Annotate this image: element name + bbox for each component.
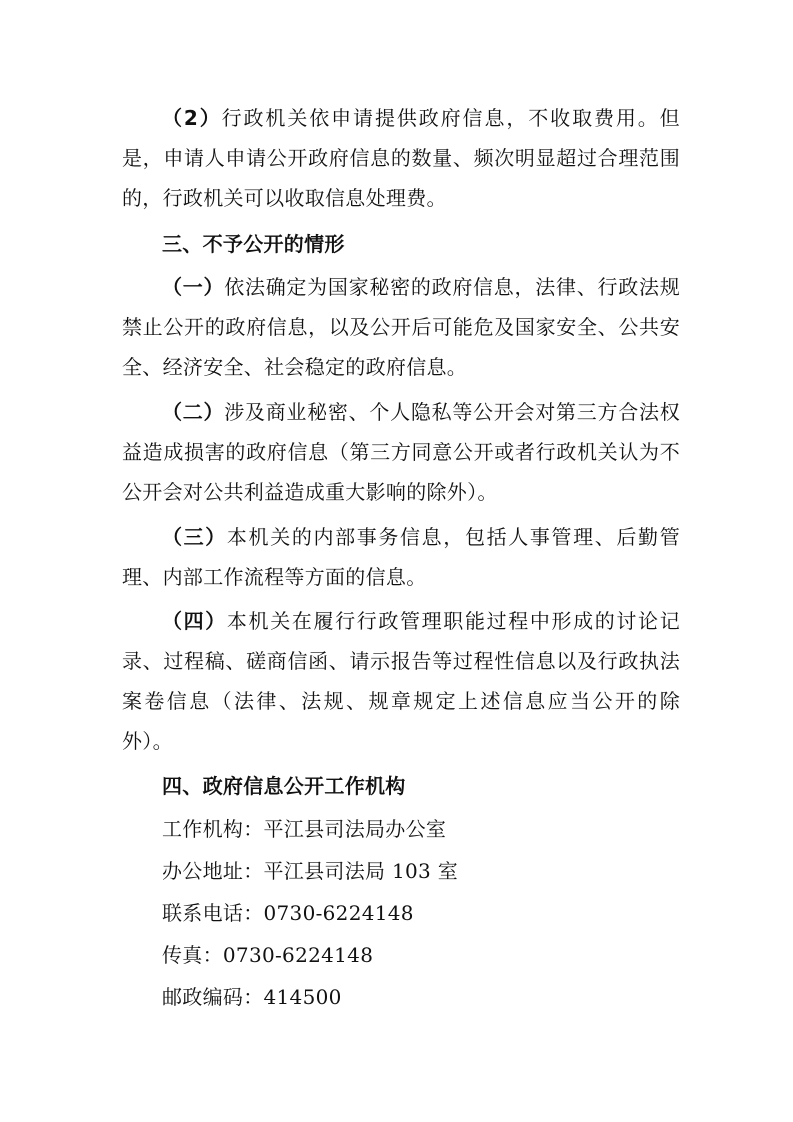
contact-fax: 传真：0730-6224148 [162,943,374,967]
exemption-item-4-lead: （四） [162,609,227,633]
contact-org: 工作机构：平江县司法局办公室 [162,817,447,841]
contact-phone: 联系电话：0730-6224148 [162,901,414,925]
exemption-item-3-text: 本机关的内部事务信息，包括人事管理、后勤管理、内部工作流程等方面的信息。 [122,525,680,589]
exemption-item-3-lead: （三） [162,525,227,549]
exemption-item-4 [122,601,680,761]
exemption-item-2-lead: （二） [162,400,225,424]
exemption-item-2 [122,392,680,512]
exemption-item-3 [122,517,680,597]
fee-paragraph-text: 行政机关依申请提供政府信息，不收取费用。但是，申请人申请公开政府信息的数量、频次明显超过合理范围的，行政机关可以收取信息处理费。 [122,106,680,210]
contact-address: 办公地址：平江县司法局 103 室 [162,859,458,883]
exemption-item-1-lead: （一） [162,275,225,299]
fee-paragraph [122,98,680,218]
exemption-item-4-text: 本机关在履行行政管理职能过程中形成的讨论记录、过程稿、磋商信函、请示报告等过程性信息以及行政执法案卷信息（法律、法规、规章规定上述信息应当公开的除外）。 [122,609,680,753]
exemption-item-2-text: 涉及商业秘密、个人隐私等公开会对第三方合法权益造成损害的政府信息（第三方同意公开或者行政机关认为不公开会对公共利益造成重大影响的除外）。 [122,400,680,504]
fee-paragraph-lead: （2） [162,106,222,130]
section-heading-office: 四、政府信息公开工作机构 [162,774,406,798]
exemption-item-1-text: 依法确定为国家秘密的政府信息，法律、行政法规禁止公开的政府信息，以及公开后可能危及国家安全、公共安全、经济安全、社会稳定的政府信息。 [122,275,680,379]
section-heading-no-disclosure: 三、不予公开的情形 [162,232,345,256]
contact-postcode: 邮政编码：414500 [162,985,342,1009]
exemption-item-1 [122,267,680,387]
